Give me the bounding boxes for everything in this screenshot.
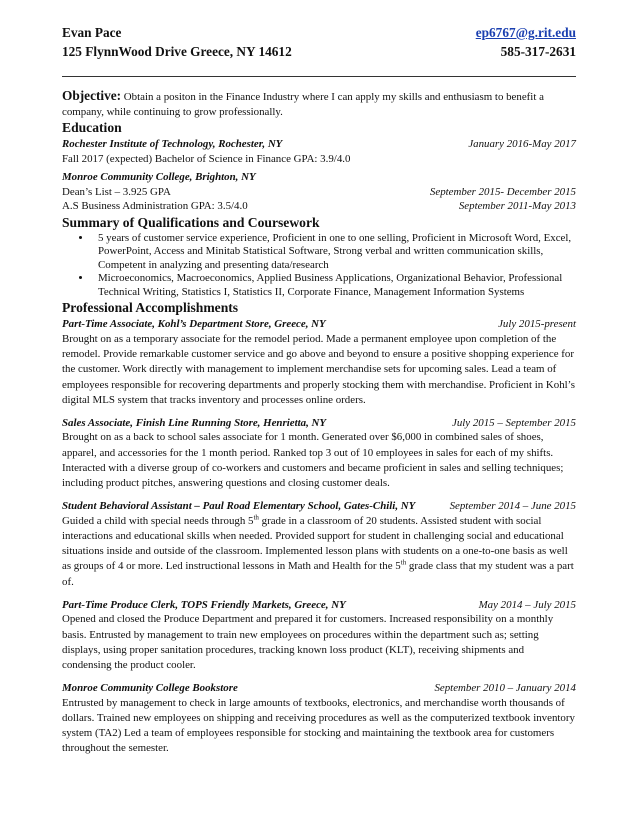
job-title: Monroe Community College Bookstore	[62, 682, 238, 695]
job-header	[62, 598, 576, 613]
school-name: Monroe Community College, Brighton, NY	[62, 171, 256, 183]
header-divider	[62, 76, 576, 77]
job-description: Brought on as a temporary associate for the remodel period. Made a permanent employee upon completion of the remodel. Provide remarkable customer service and go above and beyond to ensure a positive shopping experience for the customer. Work directly with management to implement merchandise sets for upcoming sales. Lead a team of employees responsible for recovering departments and properly stocking them with merchandise. Proficient in Kohl’s digital MLS system that tracks inventory and processes online orders.	[62, 332, 575, 406]
job-description: Entrusted by management to check in large amounts of textbooks, electronics, and merchandise worth thousands of dollars. Trained new employees on shipping and receiving procedures as well as the computerized textbook inventory system (TA2) Led a team of employees responsible for stocking and maintaining the textbook area for customers throughout the semester.	[62, 696, 575, 755]
email-link[interactable]: ep6767@g.rit.edu	[475, 25, 576, 40]
job-header	[62, 416, 576, 431]
candidate-name: Evan Pace	[62, 25, 122, 40]
school-detail	[62, 185, 576, 200]
job-header	[62, 499, 576, 514]
accomplishments-heading: Professional Accomplishments	[62, 300, 239, 316]
summary-list	[62, 232, 576, 300]
job-dates: September 2014 – June 2015	[449, 500, 576, 513]
objective-text: Obtain a positon in the Finance Industry where I can apply my skills and enthusiasm to benefit a company, while continuing to grow professionally.	[62, 91, 544, 118]
school-header	[62, 137, 576, 152]
phone: 585-317-2631	[500, 44, 576, 59]
list-item: • Microeconomics, Macroeconomics, Applied Business Applications, Organizational Behavior, Professional Technical Writing, Statistics I, Statistics II, Corporate Finance, Management Information Systems	[92, 272, 576, 299]
job-description-part: Guided a child with special needs through 5	[62, 514, 254, 527]
job-header	[62, 317, 576, 332]
job-description: Brought on as a back to school sales associate for 1 month. Generated over $6,000 in combined sales of shoes, apparel, and accessories for the 1 month period. Ranked top 3 out of 10 employees in sales for each of my shifts. Interacted with a diverse group of co-workers and customers and became proficient in sales and selling techniques; including product pitches, answering questions and closing customer deals.	[62, 431, 564, 490]
degree-date: September 2011-May 2013	[458, 200, 576, 212]
header-row-2	[62, 42, 576, 61]
ordinal-suffix: th	[400, 558, 407, 567]
job-description: Opened and closed the Produce Department and prepared it for customers. Increased responsibility on a monthly basis. Entrusted by management to train new employees on procedures within the department such as; setting displays, using proper sanitation procedures, tracking known loss product (KLT), receiving shipments and condensing the product cooler.	[62, 613, 554, 671]
school-detail	[62, 152, 576, 167]
job-dates: July 2015-present	[498, 318, 576, 331]
job-title: Sales Associate, Finish Line Running Store, Henrietta, NY	[62, 416, 327, 429]
job-title: Part-Time Produce Clerk, TOPS Friendly Markets, Greece, NY	[62, 598, 346, 611]
objective	[62, 89, 576, 119]
objective-label: Objective:	[62, 88, 122, 103]
job-title: Student Behavioral Assistant – Paul Road Elementary School, Gates-Chili, NY	[62, 500, 416, 513]
school-header	[62, 170, 576, 185]
school-dates: January 2016-May 2017	[468, 138, 576, 150]
address: 125 FlynnWood Drive Greece, NY 14612	[62, 44, 292, 59]
education-heading: Education	[62, 120, 122, 135]
school-name: Rochester Institute of Technology, Rochester, NY	[62, 138, 283, 150]
job-dates: September 2010 – January 2014	[434, 682, 576, 695]
summary-heading: Summary of Qualifications and Coursework	[62, 214, 320, 230]
list-item: • 5 years of customer service experience, Proficient in one to one selling, Proficient in Microsoft Word, Excel, PowerPoint, Access and Minitab Statistical Software, Strong verbal and written communication skills, Competent in analyzing and presenting data/research	[92, 232, 576, 273]
degree: Fall 2017 (expected) Bachelor of Science in Finance GPA: 3.9/4.0	[62, 152, 351, 165]
ordinal-suffix: th	[253, 513, 259, 522]
school-detail	[62, 199, 576, 214]
job-dates: May 2014 – July 2015	[478, 598, 576, 611]
job-header	[62, 681, 576, 696]
job-dates: July 2015 – September 2015	[451, 416, 576, 429]
job-title: Part-Time Associate, Kohl’s Department Store, Greece, NY	[62, 318, 326, 331]
degree: A.S Business Administration GPA: 3.5/4.0	[62, 200, 248, 212]
job-description-part: grade class that my student was a part of.	[62, 560, 574, 588]
job-description	[62, 514, 576, 590]
job-description-part: grade in a classroom of 20 students. Assisted student with social interactions and educational skills when needed. Provided support for student in challenging social and educational situations inside and outside of the classroom. Implemented lesson plans with students on a one-to-one basis as well as groups of 4 or more. Led instructional lessons in Math and Health for the 5	[62, 514, 568, 573]
header-row-1	[62, 23, 576, 42]
honor-date: September 2015- December 2015	[429, 185, 576, 198]
honor: Dean’s List – 3.925 GPA	[62, 185, 171, 198]
